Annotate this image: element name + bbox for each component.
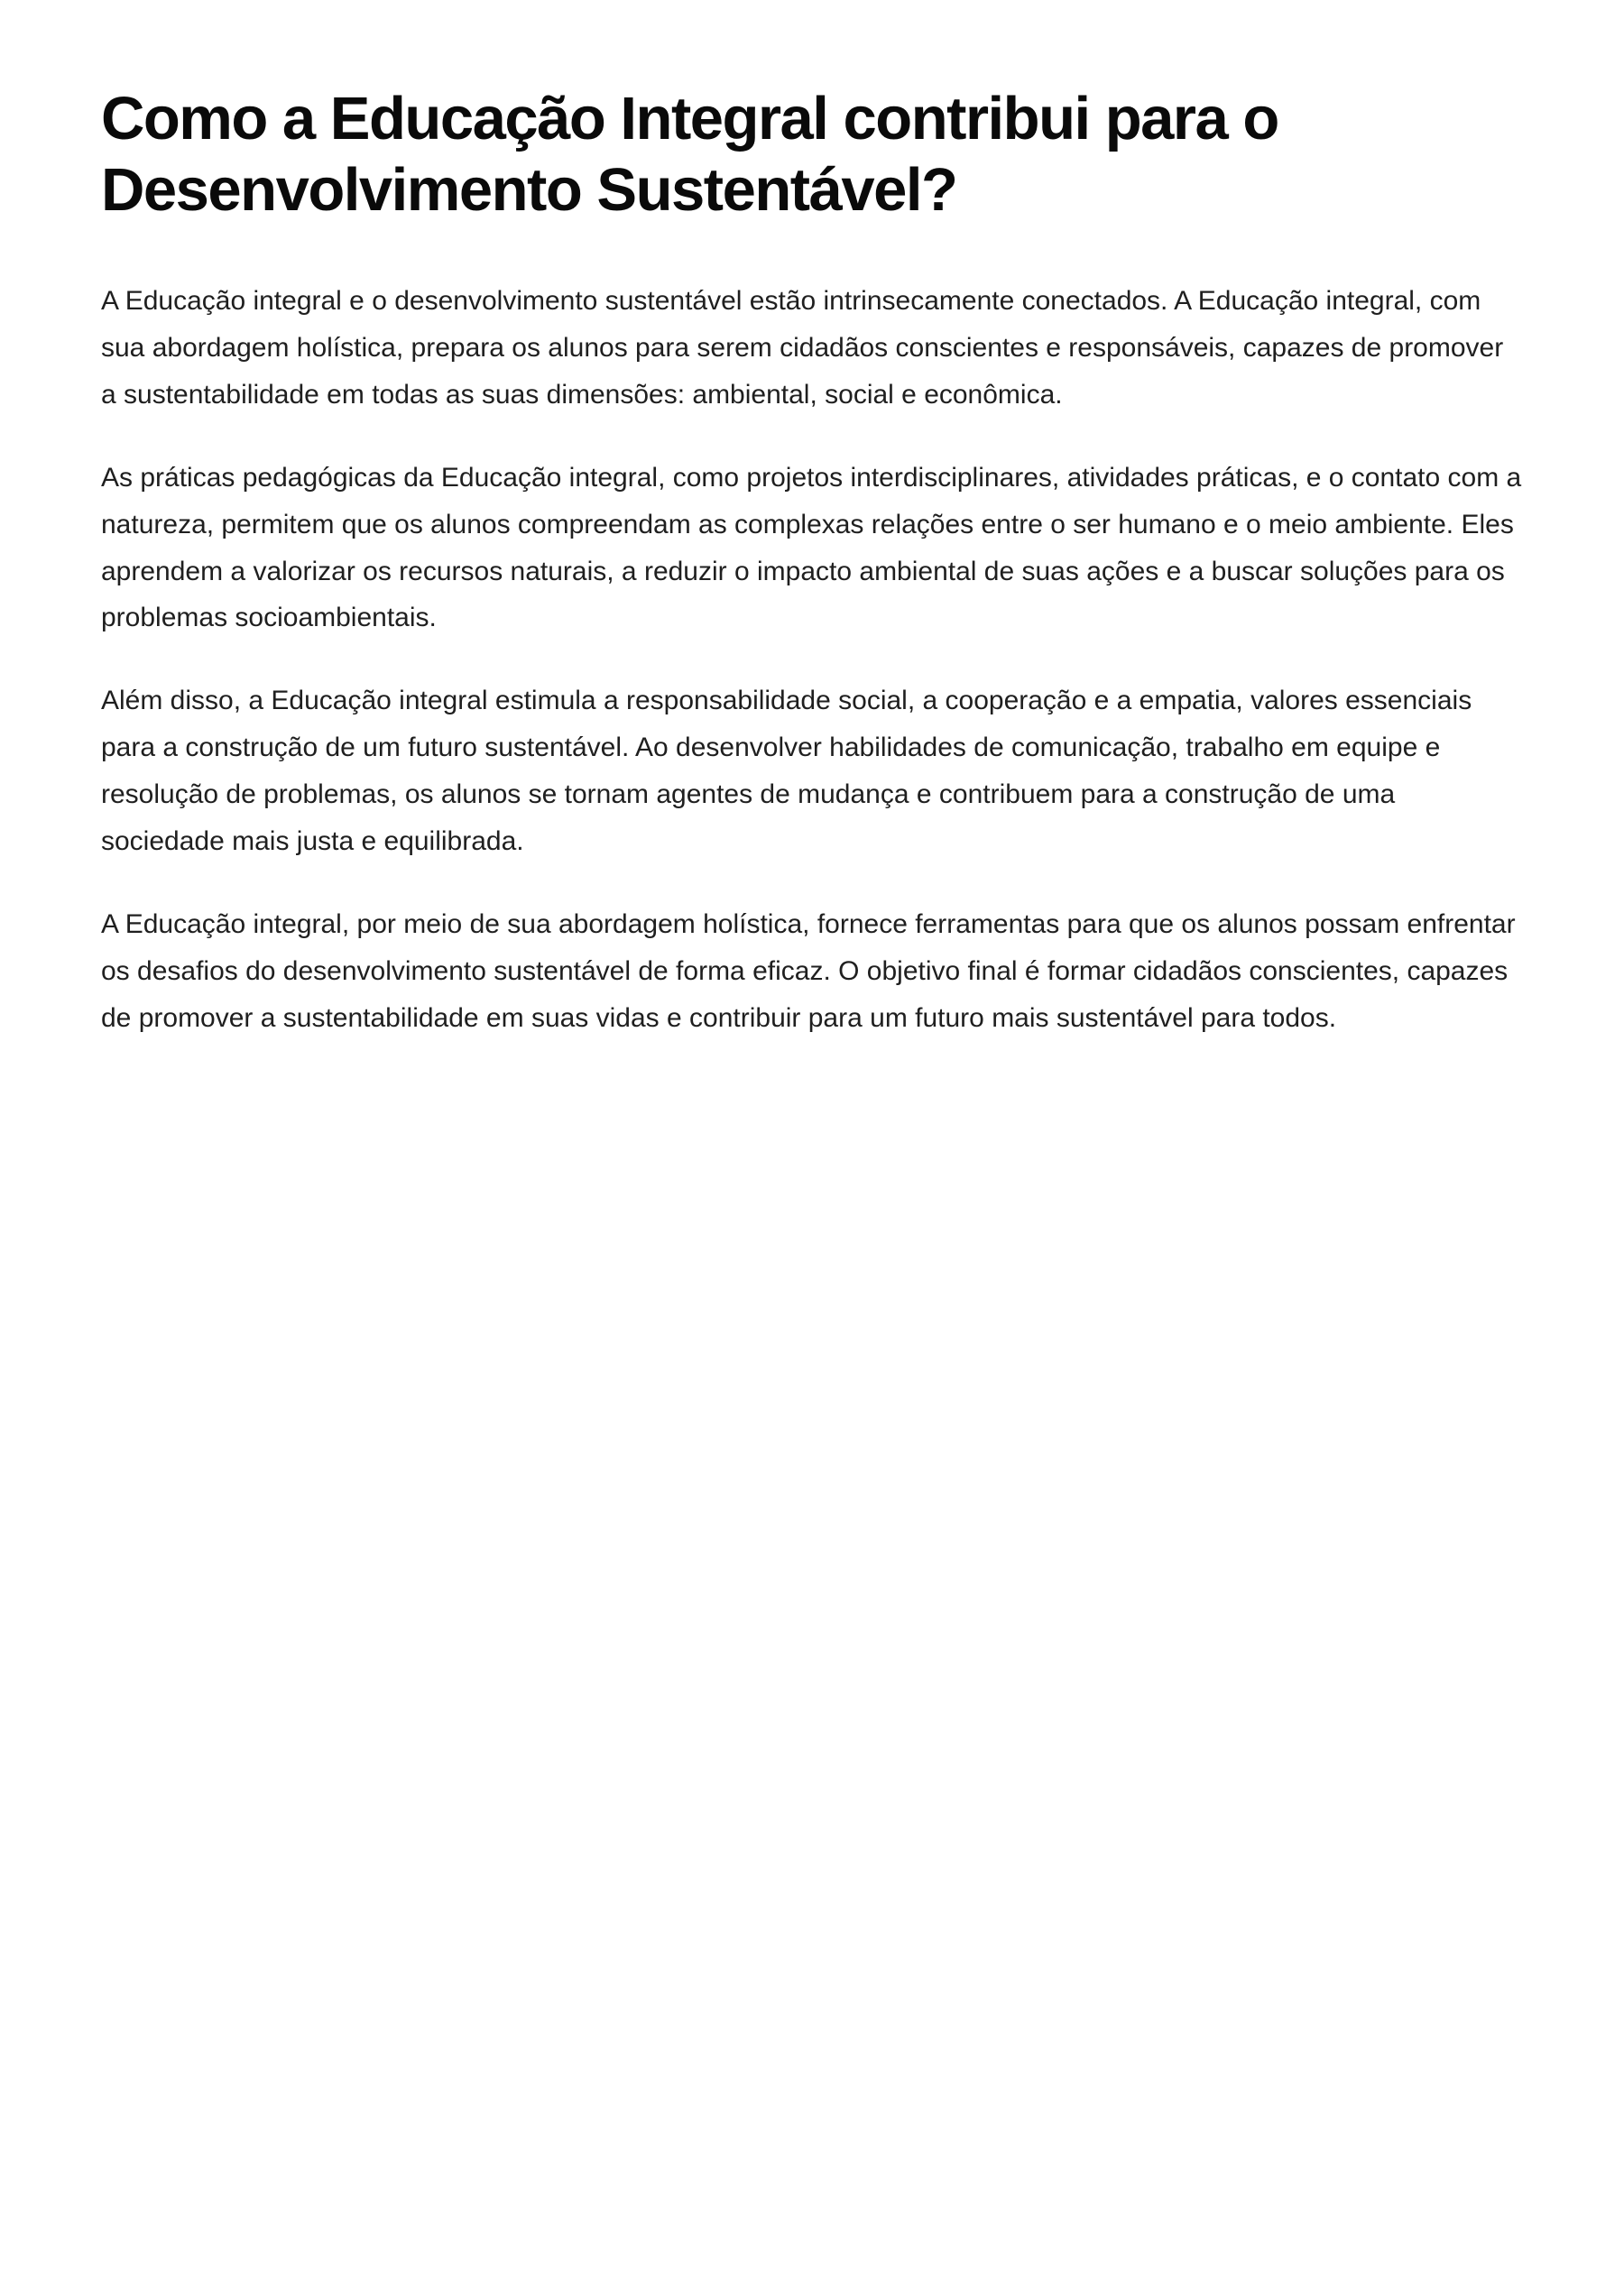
article-paragraph-2: As práticas pedagógicas da Educação integral, como projetos interdisciplinares, atividades práticas, e o contato com a natureza, permitem que os alunos compreendam as complexas relações entre o ser humano e o meio ambiente. Eles aprendem a valorizar os recursos naturais, a reduzir o impacto ambiental de suas ações e a buscar soluções para os problemas socioambientais. bbox=[101, 462, 1522, 633]
article bbox=[101, 83, 1523, 1042]
article-paragraph-4: A Educação integral, por meio de sua abordagem holística, fornece ferramentas para que os alunos possam enfrentar os desafios do desenvolvimento sustentável de forma eficaz. O objetivo final é formar cidadãos conscientes, capazes de promover a sustentabilidade em suas vidas e contribuir para um futuro mais sustentável para todos. bbox=[101, 908, 1516, 1033]
article-paragraph-1: A Educação integral e o desenvolvimento sustentável estão intrinsecamente conectados. A Educação integral, com sua abordagem holística, prepara os alunos para serem cidadãos conscientes e responsáveis, capazes de promover a sustentabilidade em todas as suas dimensões: ambiental, social e econômica. bbox=[101, 286, 1504, 410]
page-title: Como a Educação Integral contribui para o Desenvolvimento Sustentável? bbox=[101, 85, 1278, 225]
article-paragraph-3: Além disso, a Educação integral estimula a responsabilidade social, a cooperação e a empatia, valores essenciais para a construção de um futuro sustentável. Ao desenvolver habilidades de comunicação, trabalho em equipe e resolução de problemas, os alunos se tornam agentes de mudança e contribuem para a construção de uma sociedade mais justa e equilibrada. bbox=[101, 686, 1472, 856]
